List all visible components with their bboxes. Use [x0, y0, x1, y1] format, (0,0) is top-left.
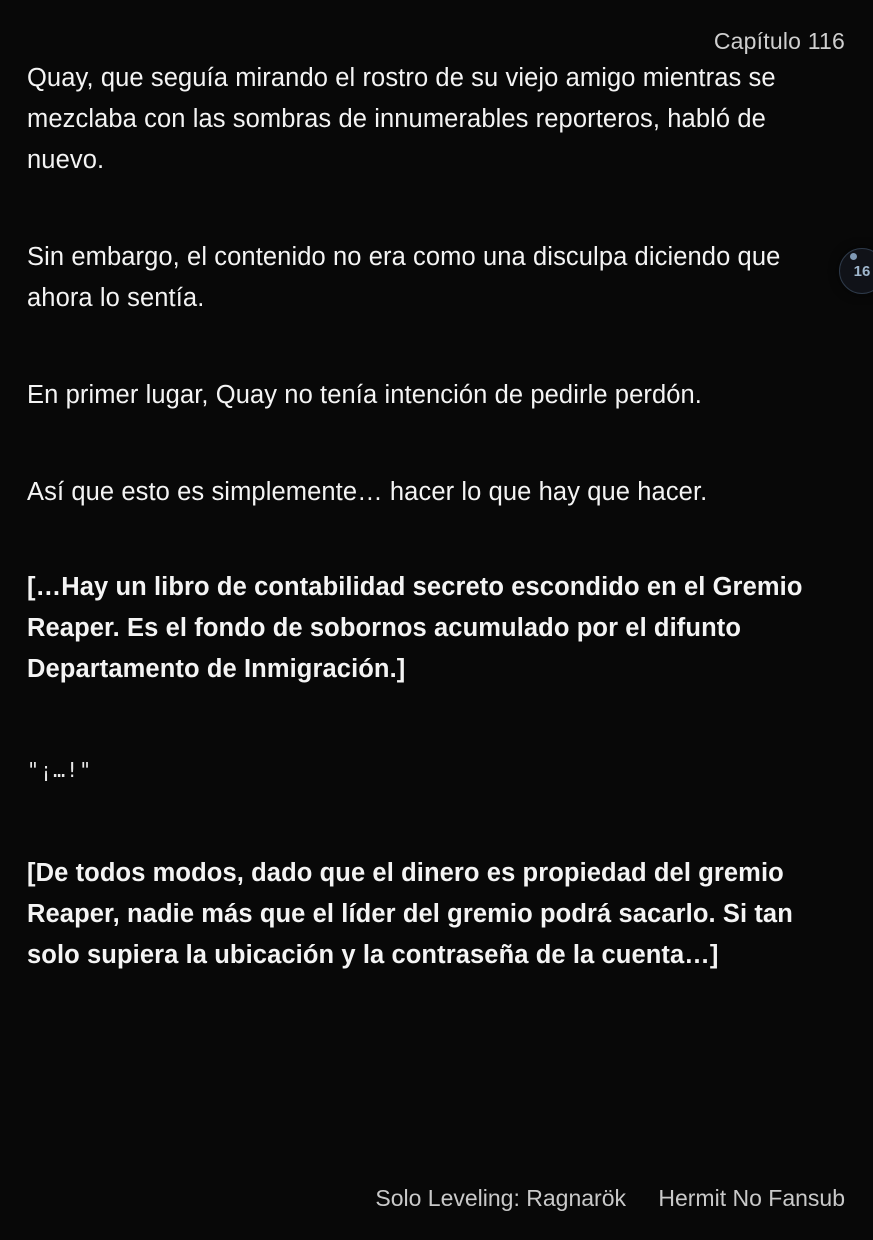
- paragraph: Así que esto es simplemente… hacer lo que hay que hacer.: [27, 478, 708, 506]
- chapter-label: Capítulo 116: [713, 28, 845, 54]
- progress-dot-icon: [850, 253, 857, 260]
- progress-count: 16: [853, 262, 871, 280]
- chapter-body: [27, 58, 845, 1036]
- fansub-credit: Hermit No Fansub: [658, 1185, 845, 1211]
- footer-credits: [0, 1185, 873, 1212]
- paragraph: En primer lugar, Quay no tenía intención de pedirle perdón.: [27, 381, 702, 409]
- paragraph-system-message: […Hay un libro de contabilidad secreto escondido en el Gremio Reaper. Es el fondo de sobornos acumulado por el difunto Departamento de Inmigración.]: [27, 573, 803, 683]
- paragraph: Quay, que seguía mirando el rostro de su viejo amigo mientras se mezclaba con las sombras de innumerables reporteros, habló de nuevo.: [27, 64, 776, 174]
- series-title: Solo Leveling: Ragnarök: [375, 1185, 626, 1211]
- paragraph: Sin embargo, el contenido no era como una disculpa diciendo que ahora lo sentía.: [27, 243, 781, 312]
- paragraph-exclamation: "¡…!": [27, 758, 93, 782]
- paragraph-system-message: [De todos modos, dado que el dinero es propiedad del gremio Reaper, nadie más que el líder del gremio podrá sacarlo. Si tan solo supiera la ubicación y la contraseña de la cuenta…]: [27, 859, 793, 969]
